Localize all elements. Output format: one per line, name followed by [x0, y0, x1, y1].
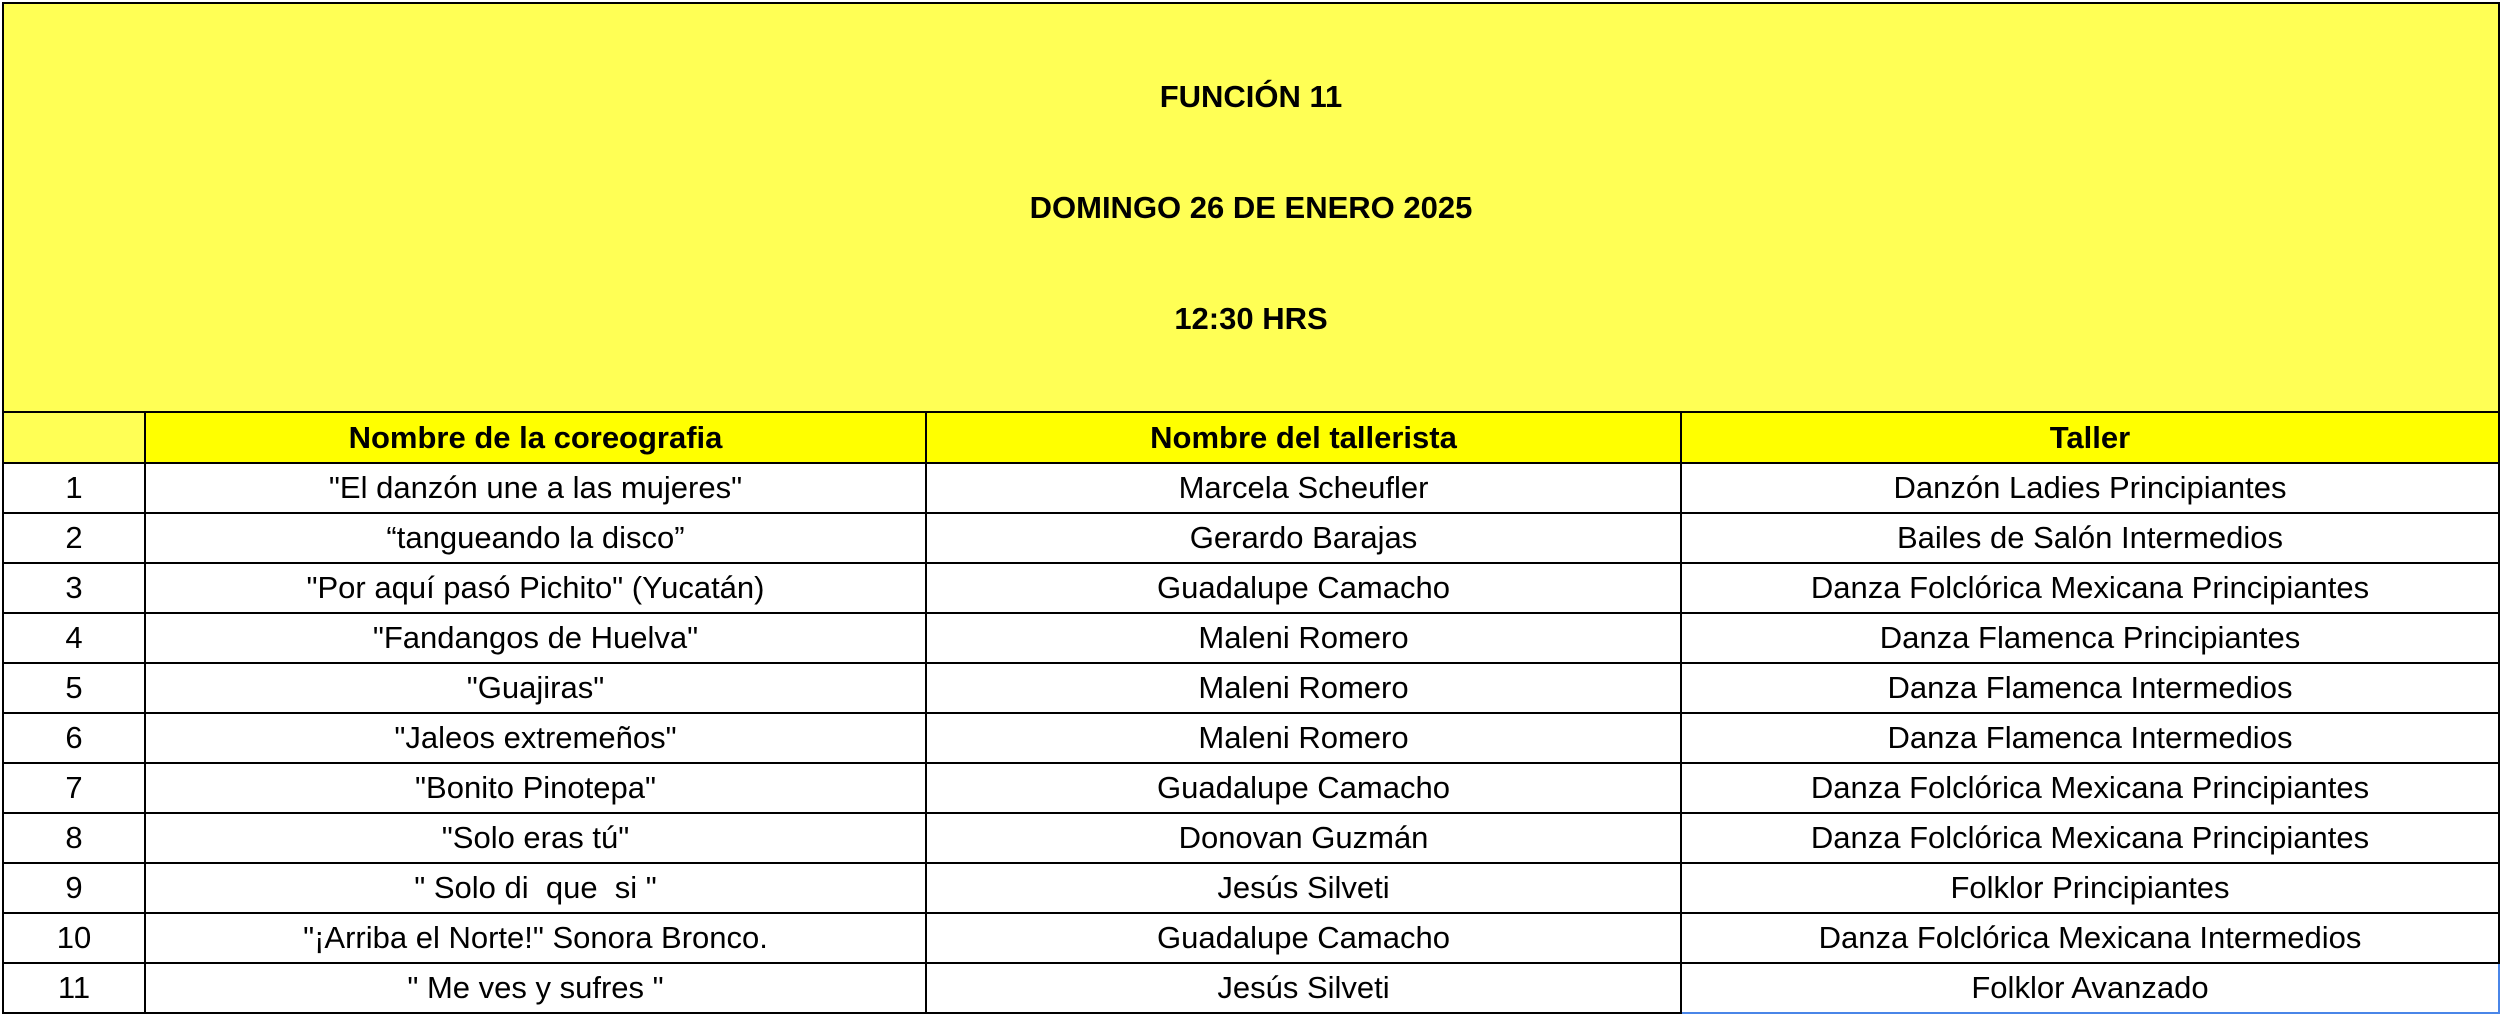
choreography-cell[interactable]: "Guajiras"	[145, 663, 926, 713]
column-header-workshop[interactable]: Taller	[1681, 412, 2499, 463]
choreography-cell[interactable]: "Fandangos de Huelva"	[145, 613, 926, 663]
row-number-cell[interactable]: 6	[3, 713, 145, 763]
choreography-cell[interactable]: "Bonito Pinotepa"	[145, 763, 926, 813]
event-time: 12:30 HRS	[1174, 301, 1328, 336]
table-row	[3, 513, 2499, 563]
column-header-row	[3, 412, 2499, 463]
row-number-cell[interactable]: 4	[3, 613, 145, 663]
title-row	[3, 3, 2499, 412]
row-number-cell[interactable]: 9	[3, 863, 145, 913]
instructor-cell[interactable]: Jesús Silveti	[926, 963, 1681, 1013]
instructor-cell[interactable]: Guadalupe Camacho	[926, 763, 1681, 813]
table-row	[3, 763, 2499, 813]
workshop-cell[interactable]: Danza Folclórica Mexicana Principiantes	[1681, 813, 2499, 863]
workshop-cell[interactable]: Danza Flamenca Intermedios	[1681, 713, 2499, 763]
table-row	[3, 463, 2499, 513]
column-header-instructor[interactable]: Nombre del tallerista	[926, 412, 1681, 463]
program-table	[2, 2, 2500, 1014]
row-number-cell[interactable]: 8	[3, 813, 145, 863]
instructor-cell[interactable]: Guadalupe Camacho	[926, 913, 1681, 963]
workshop-cell[interactable]: Danza Folclórica Mexicana Principiantes	[1681, 563, 2499, 613]
table-row	[3, 563, 2499, 613]
instructor-cell[interactable]: Jesús Silveti	[926, 863, 1681, 913]
event-title[interactable]	[3, 3, 2499, 412]
table-row	[3, 713, 2499, 763]
row-number-cell[interactable]: 3	[3, 563, 145, 613]
instructor-cell[interactable]: Maleni Romero	[926, 613, 1681, 663]
column-header-number[interactable]	[3, 412, 145, 463]
event-function-title: FUNCIÓN 11	[1159, 79, 1343, 114]
workshop-cell[interactable]: Danzón Ladies Principiantes	[1681, 463, 2499, 513]
workshop-cell[interactable]: Danza Folclórica Mexicana Intermedios	[1681, 913, 2499, 963]
choreography-cell[interactable]: "Por aquí pasó Pichito" (Yucatán)	[145, 563, 926, 613]
row-number-cell[interactable]: 5	[3, 663, 145, 713]
row-number-cell[interactable]: 10	[3, 913, 145, 963]
instructor-cell[interactable]: Maleni Romero	[926, 713, 1681, 763]
choreography-cell[interactable]: "Solo eras tú"	[145, 813, 926, 863]
choreography-cell[interactable]: “tangueando la disco”	[145, 513, 926, 563]
table-row	[3, 663, 2499, 713]
table-row	[3, 963, 2499, 1013]
choreography-cell[interactable]: " Me ves y sufres "	[145, 963, 926, 1013]
row-number-cell[interactable]: 2	[3, 513, 145, 563]
table-row	[3, 913, 2499, 963]
row-number-cell[interactable]: 11	[3, 963, 145, 1013]
workshop-cell[interactable]: Folklor Principiantes	[1681, 863, 2499, 913]
table-row	[3, 813, 2499, 863]
workshop-cell[interactable]: Danza Folclórica Mexicana Principiantes	[1681, 763, 2499, 813]
instructor-cell[interactable]: Guadalupe Camacho	[926, 563, 1681, 613]
instructor-cell[interactable]: Gerardo Barajas	[926, 513, 1681, 563]
instructor-cell[interactable]: Maleni Romero	[926, 663, 1681, 713]
instructor-cell[interactable]: Donovan Guzmán	[926, 813, 1681, 863]
workshop-cell[interactable]: Danza Flamenca Intermedios	[1681, 663, 2499, 713]
table-row	[3, 613, 2499, 663]
row-number-cell[interactable]: 1	[3, 463, 145, 513]
choreography-cell[interactable]: "El danzón une a las mujeres"	[145, 463, 926, 513]
choreography-cell[interactable]: "Jaleos extremeños"	[145, 713, 926, 763]
choreography-cell[interactable]: " Solo di que si "	[145, 863, 926, 913]
table-row	[3, 863, 2499, 913]
row-number-cell[interactable]: 7	[3, 763, 145, 813]
choreography-cell[interactable]: "¡Arriba el Norte!" Sonora Bronco.	[145, 913, 926, 963]
workshop-cell[interactable]: Danza Flamenca Principiantes	[1681, 613, 2499, 663]
instructor-cell[interactable]: Marcela Scheufler	[926, 463, 1681, 513]
column-header-choreography[interactable]: Nombre de la coreografia	[145, 412, 926, 463]
workshop-cell[interactable]: Folklor Avanzado	[1681, 963, 2499, 1013]
workshop-cell[interactable]: Bailes de Salón Intermedios	[1681, 513, 2499, 563]
event-date: DOMINGO 26 DE ENERO 2025	[1029, 190, 1473, 225]
